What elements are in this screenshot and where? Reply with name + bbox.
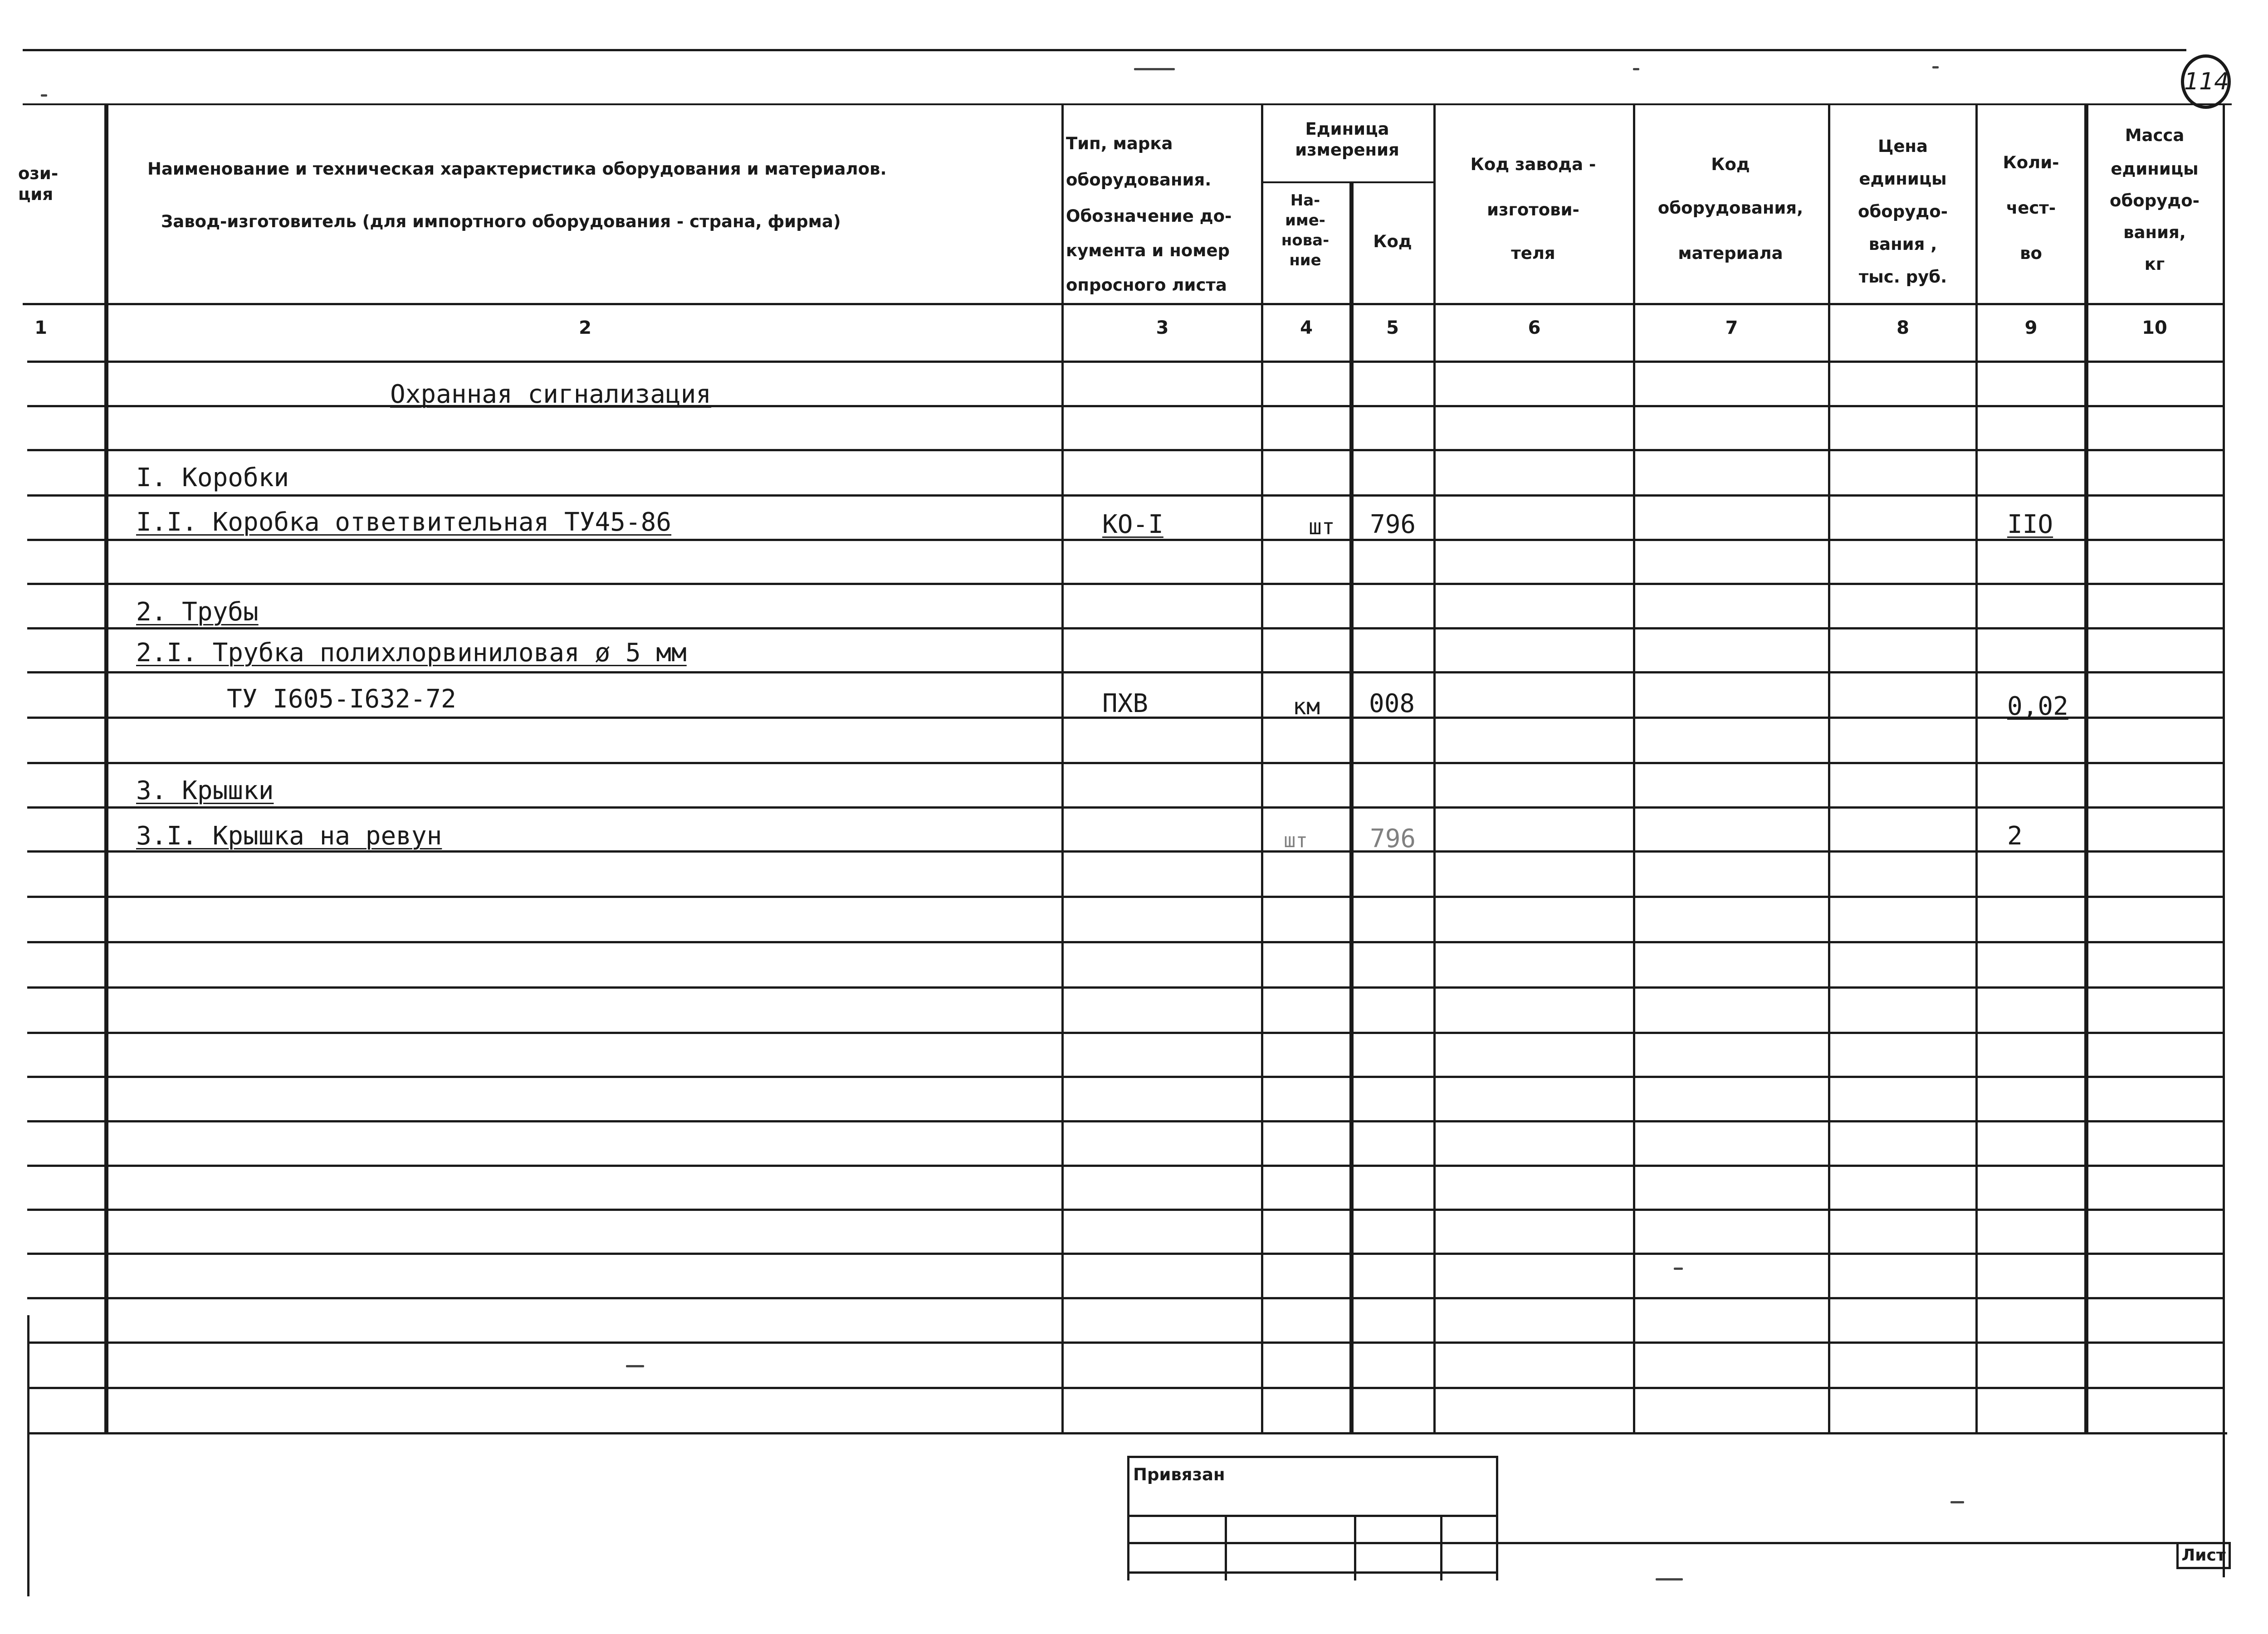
row-2-unit: шт: [1309, 514, 1335, 540]
row-line: [27, 1076, 2223, 1078]
header-price-l4: вания ,: [1868, 234, 1937, 254]
row-2-qty: IIO: [2007, 510, 2053, 539]
stamp-right-line: [1496, 1456, 1498, 1580]
row-2-type: КО-I: [1102, 510, 1163, 539]
row-line: [27, 1341, 2223, 1344]
scan-speck: [41, 94, 47, 97]
row-line: [27, 1387, 2223, 1389]
col-number-7: 7: [1725, 317, 1738, 338]
col-number-1: 1: [34, 317, 47, 338]
row-5-qty: 0,02: [2007, 692, 2068, 721]
row-line: [27, 671, 2223, 673]
sheet-label: Лист: [2176, 1542, 2231, 1569]
row-line: [27, 449, 2223, 451]
row-line: [27, 941, 2223, 943]
stamp-left-line: [1127, 1456, 1129, 1580]
row-line: [27, 1253, 2223, 1255]
row-6-name: 3. Крышки: [136, 776, 274, 805]
scan-speck: [1633, 68, 1639, 70]
row-5-name: ТУ I605-I632-72: [227, 684, 456, 714]
col-number-9: 9: [2024, 317, 2038, 338]
scan-speck: [1656, 1578, 1683, 1580]
row-5-type: ПХВ: [1102, 689, 1149, 718]
header-qty-l3: во: [2020, 244, 2042, 263]
stamp-col-line: [1354, 1515, 1356, 1580]
stamp-row-line-2: [1127, 1542, 2229, 1544]
header-type-l4: кумента и номер: [1066, 241, 1230, 260]
row-line: [27, 1120, 2223, 1122]
left-margin-line: [27, 1315, 29, 1596]
row-line: [27, 627, 2223, 629]
row-2-name: I.I. Коробка ответвительная ТУ45-86: [136, 507, 672, 537]
row-line: [27, 1297, 2223, 1299]
section-title: Охранная сигнализация: [390, 380, 712, 409]
header-maker-code-l2: изготови-: [1487, 200, 1579, 219]
header-maker-code-l1: Код завода -: [1470, 155, 1596, 174]
header-type-l5: опросного листа: [1066, 275, 1227, 295]
row-line: [27, 1165, 2223, 1167]
page-number: 114: [2181, 54, 2231, 109]
col-number-5: 5: [1386, 317, 1399, 338]
row-7-qty: 2: [2007, 821, 2023, 851]
header-equip-code-l1: Код: [1711, 155, 1750, 174]
col-number-8: 8: [1897, 317, 1909, 338]
header-price-l3: оборудо-: [1858, 202, 1948, 221]
header-type-l2: оборудования.: [1066, 170, 1212, 190]
row-2-code: 796: [1370, 510, 1416, 539]
scan-speck: [626, 1365, 644, 1367]
row-7-unit: шт: [1284, 829, 1308, 852]
stamp-top-line: [1127, 1456, 1497, 1458]
header-mass-l5: кг: [2144, 254, 2165, 274]
col-number-10: 10: [2142, 317, 2167, 338]
row-line: [27, 762, 2223, 764]
row-5-code: 008: [1369, 689, 1415, 718]
row-line: [27, 986, 2223, 989]
header-name-line1: Наименование и техническая характеристика оборудования и материалов.: [147, 159, 887, 179]
col-number-3: 3: [1156, 317, 1169, 338]
row-line: [27, 583, 2223, 585]
scan-speck: [1674, 1268, 1683, 1270]
header-unit-name: На- име- нова- ние: [1281, 191, 1330, 269]
header-mass-l3: оборудо-: [2110, 191, 2200, 210]
scan-speck: [1134, 68, 1175, 70]
row-4-name: 2.I. Трубка полихлорвиниловая ø 5 мм: [136, 638, 687, 668]
col-number-6: 6: [1528, 317, 1541, 338]
row-line: [27, 405, 2223, 407]
row-line: [27, 494, 2223, 497]
header-equip-code-l2: оборудования,: [1657, 198, 1804, 218]
row-line: [27, 806, 2223, 809]
scan-speck: [1950, 1501, 1964, 1503]
stamp-col-line: [1440, 1515, 1442, 1580]
stamp-col-line: [1225, 1515, 1227, 1580]
header-price-l1: Цена: [1878, 137, 1928, 156]
row-line: [27, 361, 2223, 363]
header-type-l1: Тип, марка: [1066, 134, 1173, 153]
scan-speck: [1932, 66, 1939, 68]
header-position: ози- ция: [18, 164, 59, 204]
row-line: [27, 1032, 2223, 1034]
row-7-code: 796: [1370, 824, 1416, 854]
unit-group-divider: [1261, 181, 1433, 183]
row-5-unit: км: [1292, 693, 1320, 720]
header-unit-code: Код: [1373, 232, 1412, 251]
row-7-name: 3.I. Крышка на ревун: [136, 821, 442, 851]
stamp-attached-label: Привязан: [1133, 1465, 1225, 1484]
header-qty-l1: Коли-: [2003, 153, 2059, 172]
row-3-name: 2. Трубы: [136, 597, 259, 627]
header-bottom-line: [23, 303, 2223, 305]
header-price-l5: тыс. руб.: [1858, 267, 1947, 287]
frame-bottom-line: [41, 1432, 2227, 1434]
header-equip-code-l3: материала: [1678, 244, 1783, 263]
header-price-l2: единицы: [1859, 169, 1947, 189]
top-border-line: [23, 49, 2186, 51]
header-qty-l2: чест-: [2006, 198, 2056, 218]
header-unit-group: Единица измерения: [1295, 119, 1399, 160]
header-mass-l1: Масса: [2125, 126, 2185, 145]
row-line: [27, 896, 2223, 898]
col-number-4: 4: [1300, 317, 1313, 338]
header-mass-l4: вания,: [2123, 223, 2186, 242]
header-mass-l2: единицы: [2111, 159, 2199, 179]
col-line-right: [2223, 103, 2225, 1577]
col-number-2: 2: [579, 317, 591, 338]
header-maker-code-l3: теля: [1511, 244, 1555, 263]
table-top-line: [23, 103, 2232, 105]
header-name-line2: Завод-изготовитель (для импортного оборудования - страна, фирма): [161, 212, 841, 231]
row-line: [27, 1209, 2223, 1211]
row-1-name: I. Коробки: [136, 463, 289, 493]
header-type-l3: Обозначение до-: [1066, 206, 1232, 226]
